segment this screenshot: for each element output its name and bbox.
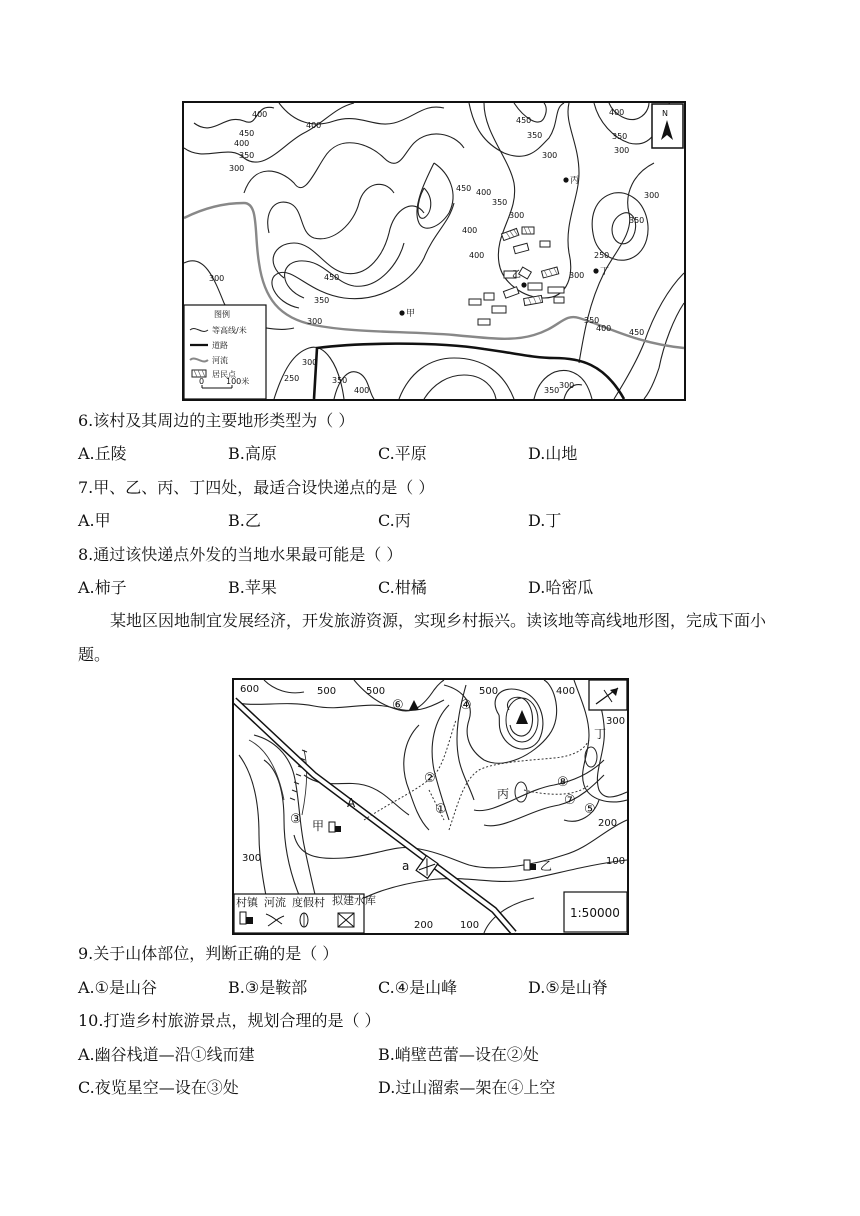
q8-option-d[interactable]: D.哈密瓜 <box>528 578 594 597</box>
contour-label: 350 <box>612 132 628 141</box>
q8-option-a[interactable]: A.柿子 <box>78 578 127 597</box>
svg-text:河流: 河流 <box>212 356 228 365</box>
town-icon <box>524 860 536 870</box>
contour-label: 300 <box>209 274 225 283</box>
contour-label: 300 <box>606 716 626 727</box>
contour-label: 300 <box>229 164 245 173</box>
point-yi: 乙 <box>512 270 522 280</box>
contour-label: 200 <box>598 818 618 829</box>
contour-label: 400 <box>556 686 576 697</box>
svg-text:度假村: 度假村 <box>292 896 325 909</box>
contour-map-2 <box>232 678 629 935</box>
contour-label: 300 <box>307 317 323 326</box>
q6-option-c[interactable]: C.平原 <box>378 444 427 463</box>
q8-option-c[interactable]: C.柑橘 <box>378 578 427 597</box>
svg-text:等高线/米: 等高线/米 <box>212 326 247 335</box>
contour-label: 400 <box>462 226 478 235</box>
contour-label: 350 <box>332 376 348 385</box>
q10-option-c[interactable]: C.夜览星空—设在③处 <box>78 1078 239 1097</box>
svg-text:居民点: 居民点 <box>212 370 236 379</box>
q10-option-a[interactable]: A.幽谷栈道—沿①线而建 <box>78 1045 255 1064</box>
marker-6: ⑥ <box>392 698 404 713</box>
svg-text:拟建水库: 拟建水库 <box>332 894 376 907</box>
contour-label: 350 <box>239 151 255 160</box>
question-8-stem: 8.通过该快递点外发的当地水果最可能是（ ） <box>78 545 403 564</box>
marker-7: ⑦ <box>564 793 576 808</box>
q9-option-c[interactable]: C.④是山峰 <box>378 978 458 997</box>
point-bing: 丙 <box>570 176 580 186</box>
q9-option-a[interactable]: A.①是山谷 <box>78 978 157 997</box>
svg-text:100米: 100米 <box>226 377 250 386</box>
contour-label: 300 <box>242 853 262 864</box>
contour-label: 400 <box>596 324 612 333</box>
point-jia: 甲 <box>406 309 416 319</box>
q7-option-b[interactable]: B.乙 <box>228 511 261 530</box>
north-arrow-icon <box>652 104 683 148</box>
label-bing: 丙 <box>497 787 510 801</box>
question-9-stem: 9.关于山体部位，判断正确的是（ ） <box>78 944 339 963</box>
contour-label: 300 <box>569 271 585 280</box>
contour-label: 400 <box>469 251 485 260</box>
contour-label: 350 <box>527 131 543 140</box>
q7-option-a[interactable]: A.甲 <box>78 511 111 530</box>
contour-label: 300 <box>509 211 525 220</box>
question-10-stem: 10.打造乡村旅游景点，规划合理的是（ ） <box>78 1011 381 1030</box>
town-icon <box>329 822 341 832</box>
svg-text:道路: 道路 <box>212 341 228 350</box>
q7-option-c[interactable]: C.丙 <box>378 511 411 530</box>
marker-5: ⑤ <box>584 802 596 817</box>
svg-text:N: N <box>662 109 668 118</box>
contour-label: 500 <box>479 686 499 697</box>
contour-label: 500 <box>317 686 337 697</box>
north-arrow-icon <box>589 680 627 710</box>
contour-label: 450 <box>324 273 340 282</box>
contour-map-1 <box>182 101 686 401</box>
contour-label: 300 <box>542 151 558 160</box>
marker-4: ④ <box>460 698 472 713</box>
contour-label: 350 <box>629 216 645 225</box>
contour-label: 450 <box>456 184 472 193</box>
contour-label: 400 <box>354 386 370 395</box>
q10-option-d[interactable]: D.过山溜索—架在④上空 <box>378 1078 556 1097</box>
contour-label: 450 <box>516 116 532 125</box>
q9-option-b[interactable]: B.③是鞍部 <box>228 978 308 997</box>
svg-text:图例: 图例 <box>214 310 230 319</box>
svg-text:0: 0 <box>199 377 205 386</box>
reservoir-dam-icon <box>416 856 438 879</box>
marker-3: ③ <box>290 812 302 827</box>
marker-2: ② <box>424 771 436 786</box>
contour-label: 250 <box>594 251 610 260</box>
contour-label: 300 <box>302 358 318 367</box>
contour-label: 400 <box>609 108 625 117</box>
contour-label: 100 <box>606 856 626 867</box>
svg-text:1:50000: 1:50000 <box>570 906 620 920</box>
svg-text:村镇: 村镇 <box>236 896 258 909</box>
label-yi: 乙 <box>540 859 553 873</box>
contour-label: 350 <box>544 386 560 395</box>
contour-label: 200 <box>414 920 434 931</box>
label-a: a <box>402 859 410 873</box>
q8-option-b[interactable]: B.苹果 <box>228 578 277 597</box>
q7-option-d[interactable]: D.丁 <box>528 511 562 530</box>
map2-scale <box>564 892 627 932</box>
contour-label: 300 <box>559 381 575 390</box>
question-7-stem: 7.甲、乙、丙、丁四处，最适合设快递点的是（ ） <box>78 478 435 497</box>
contour-label: 250 <box>284 374 300 383</box>
label-jia: 甲 <box>312 819 325 833</box>
marker-1: ① <box>435 802 447 817</box>
contour-label: 100 <box>460 920 480 931</box>
label-ding: 丁 <box>594 727 607 741</box>
contour-label: 500 <box>366 686 386 697</box>
contour-label: 350 <box>584 316 600 325</box>
contour-label: 300 <box>644 191 660 200</box>
q9-option-d[interactable]: D.⑤是山脊 <box>528 978 608 997</box>
contour-label: 400 <box>234 139 250 148</box>
label-A: A <box>347 796 356 810</box>
q6-option-a[interactable]: A.丘陵 <box>78 444 127 463</box>
intro-paragraph: 某地区因地制宜发展经济，开发旅游资源，实现乡村振兴。读该地等高线地形图，完成下面小题。 <box>78 611 767 664</box>
q10-option-b[interactable]: B.峭壁芭蕾—设在②处 <box>378 1045 539 1064</box>
marker-8: ⑧ <box>557 775 569 790</box>
question-6-stem: 6.该村及其周边的主要地形类型为（ ） <box>78 411 355 430</box>
contour-label: 400 <box>306 121 322 130</box>
contour-label: 400 <box>476 188 492 197</box>
map2-legend <box>234 893 376 933</box>
point-ding: 丁 <box>600 267 610 277</box>
contour-label: 600 <box>240 684 260 695</box>
contour-label: 350 <box>492 198 508 207</box>
contour-label: 450 <box>239 129 255 138</box>
svg-text:河流: 河流 <box>264 896 286 909</box>
contour-label: 450 <box>629 328 645 337</box>
q6-option-b[interactable]: B.高原 <box>228 444 277 463</box>
contour-label: 400 <box>252 110 268 119</box>
map1-legend <box>184 305 266 399</box>
contour-label: 350 <box>314 296 330 305</box>
contour-label: 300 <box>614 146 630 155</box>
q6-option-d[interactable]: D.山地 <box>528 444 578 463</box>
